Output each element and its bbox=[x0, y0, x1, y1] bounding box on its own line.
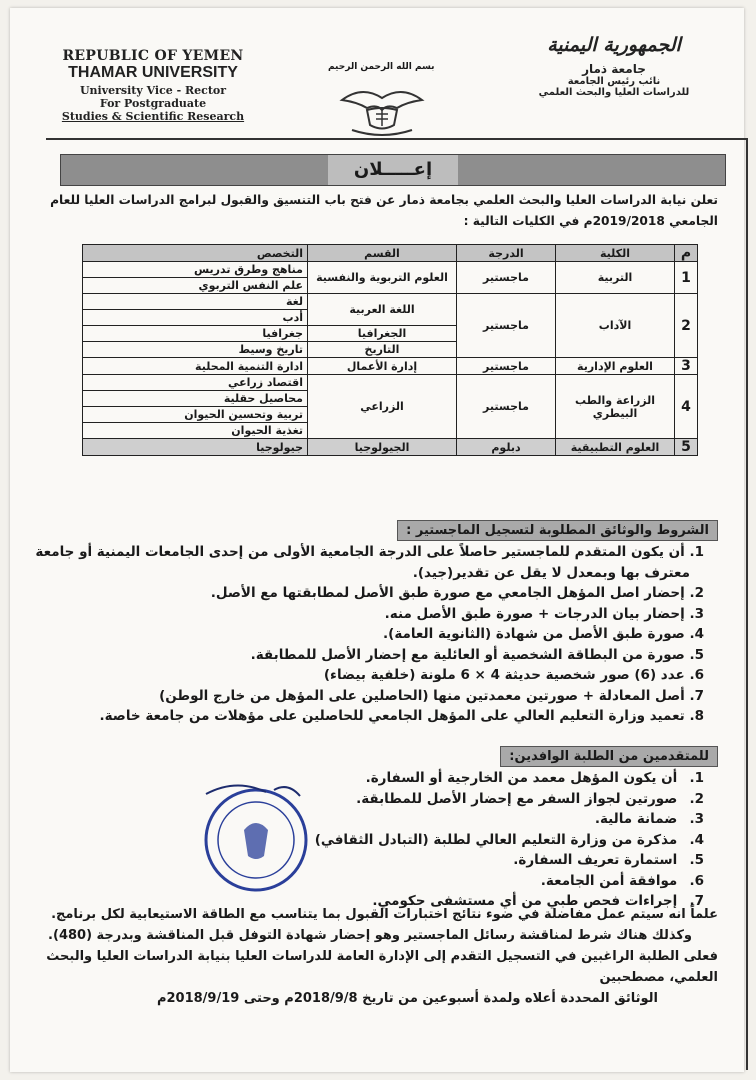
cell-degree: ماجستير bbox=[457, 294, 556, 358]
en-office: University Vice - Rector bbox=[79, 84, 227, 97]
cell-num: 1 bbox=[675, 262, 698, 294]
masters-requirements-list bbox=[35, 542, 704, 727]
table-row bbox=[83, 294, 698, 310]
expat-section-heading: للمتقدمين من الطلبة الوافدين: bbox=[500, 746, 718, 767]
cell-degree: ماجستير bbox=[457, 358, 556, 375]
list-item: 6. عدد (6) صور شخصية حديثة 4 × 6 ملونة (خلفية بيضاء) bbox=[323, 667, 704, 683]
cell-specialization: تغذية الحيوان bbox=[83, 423, 308, 439]
cell-specialization: جيولوجيا bbox=[83, 439, 308, 456]
announcement-title-bar bbox=[60, 154, 726, 186]
expat-requirements-list bbox=[284, 768, 704, 912]
en-office-3: Studies & Scientific Research bbox=[61, 110, 245, 123]
closing-line: علماً انه سيتم عمل مفاضلة في ضوء نتائج اختبارات القبول بما يتناسب مع الطاقة الاستيعابية لكل برنامج. bbox=[51, 907, 718, 922]
list-item-text: مذكرة من وزارة التعليم العالي لطلبة (التبادل الثقافي) bbox=[314, 831, 678, 848]
ar-university: جامعة ذمار bbox=[582, 62, 646, 76]
cell-num: 2 bbox=[675, 294, 698, 358]
closing-paragraph bbox=[18, 904, 718, 1009]
cell-specialization: محاصيل حقلية bbox=[83, 391, 308, 407]
english-letterhead bbox=[48, 48, 258, 123]
cell-num: 5 bbox=[675, 439, 698, 456]
yemen-eagle-emblem-icon bbox=[332, 80, 432, 140]
cell-college: العلوم الإدارية bbox=[556, 358, 675, 375]
intro-paragraph: تعلن نيابة الدراسات العليا والبحث العلمي بجامعة ذمار عن فتح باب التنسيق والقبول لبرامج الدراسات العليا للعام الجامعي 2019/2018م في الكليات التالية : bbox=[50, 193, 718, 228]
ar-office: نائب رئيس الجامعة bbox=[567, 76, 661, 87]
basmala: بسم الله الرحمن الرحيم bbox=[328, 62, 435, 72]
cell-degree: ماجستير bbox=[457, 375, 556, 439]
closing-line: الوثائق المحددة أعلاه ولمدة أسبوعين من تاريخ 2018/9/8م وحتى 2018/9/19م bbox=[156, 991, 658, 1006]
list-item bbox=[284, 809, 704, 830]
list-item: 3. إحضار بيان الدرجات + صورة طبق الأصل منه. bbox=[384, 605, 704, 622]
header-college: الكلية bbox=[556, 245, 675, 262]
list-item bbox=[284, 768, 704, 789]
list-item-text: صورتين لجواز السفر مع إحضار الأصل للمطابقة. bbox=[356, 790, 678, 807]
list-item bbox=[284, 830, 704, 851]
list-item bbox=[284, 789, 704, 810]
list-item-number: 3. bbox=[689, 811, 704, 827]
list-item-text: موافقة أمن الجامعة. bbox=[540, 872, 678, 889]
masters-section-heading: الشروط والوثائق المطلوبة لتسجيل الماجستير : bbox=[397, 520, 718, 541]
cell-department: الزراعي bbox=[308, 375, 457, 439]
cell-department: العلوم التربوية والنفسية bbox=[308, 262, 457, 294]
cell-specialization: تربية وتحسين الحيوان bbox=[83, 407, 308, 423]
table-row bbox=[83, 262, 698, 278]
colleges-table bbox=[82, 244, 698, 456]
announcement-title: إعـــــلان bbox=[328, 155, 458, 185]
cell-department: التاريخ bbox=[308, 342, 457, 358]
cell-department: الجغرافيا bbox=[308, 326, 457, 342]
cell-specialization: جغرافيا bbox=[83, 326, 308, 342]
cell-college: الزراعة والطب البيطري bbox=[556, 375, 675, 439]
list-item-number: 2. bbox=[689, 790, 704, 807]
header-degree: الدرجة bbox=[457, 245, 556, 262]
cell-college: التربية bbox=[556, 262, 675, 294]
en-country: REPUBLIC OF YEMEN bbox=[62, 48, 244, 64]
cell-department: إدارة الأعمال bbox=[308, 358, 457, 375]
en-office-2: For Postgraduate bbox=[99, 97, 207, 110]
list-item-number: 4. bbox=[689, 831, 704, 848]
list-item: 4. صورة طبق الأصل من شهادة (الثانوية العامة). bbox=[383, 626, 704, 642]
header-department: القسم bbox=[308, 245, 457, 262]
list-item-number: 6. bbox=[689, 872, 704, 889]
cell-specialization: علم النفس التربوي bbox=[83, 278, 308, 294]
header-num: م bbox=[675, 245, 698, 262]
table-row bbox=[83, 375, 698, 391]
list-item-text: إجراءات فحص طبي من أي مستشفى حكومي. bbox=[372, 893, 678, 909]
list-item: 8. تعميد وزارة التعليم العالي على المؤهل الجامعي للحاصلين على مؤهلات من جامعة خاصة. bbox=[99, 708, 704, 724]
closing-line: فعلى الطلبة الراغبين في التسجيل التقدم إلى الإدارة العامة للدراسات العليا بنيابة الدراسات العليا والبحث العلمي، مصطحبين bbox=[46, 949, 718, 985]
cell-num: 3 bbox=[675, 358, 698, 375]
cell-degree: ماجستير bbox=[457, 262, 556, 294]
list-item-text: ضمانة مالية. bbox=[594, 811, 678, 827]
list-item-number: 5. bbox=[689, 852, 704, 868]
cell-college: الآداب bbox=[556, 294, 675, 358]
cell-specialization: لغة bbox=[83, 294, 308, 310]
list-item-number: 1. bbox=[689, 770, 704, 786]
list-item: 1. أن يكون المتقدم للماجستير حاصلاً على الدرجة الجامعية الأولى من إحدى الجامعات اليمنية أو جامعة bbox=[35, 544, 704, 560]
document-page bbox=[10, 8, 744, 1072]
cell-college: العلوم التطبيقية bbox=[556, 439, 675, 456]
list-item-text: استمارة تعريف السفارة. bbox=[513, 852, 678, 868]
list-item-text: أن يكون المؤهل معمد من الخارجية أو السفارة. bbox=[365, 770, 678, 786]
closing-line: وكذلك هناك شرط لمناقشة رسائل الماجستير وهو إحضار شهادة التوفل قبل المناقشة وبدرجة (480). bbox=[48, 928, 692, 943]
list-item: معترف بها وبمعدل لا يقل عن تقدير(جيد). bbox=[412, 564, 690, 581]
arabic-letterhead bbox=[514, 34, 714, 98]
header-specialization: التخصص bbox=[83, 245, 308, 262]
cell-specialization: تاريخ وسيط bbox=[83, 342, 308, 358]
cell-specialization: اقتصاد زراعي bbox=[83, 375, 308, 391]
cell-department: اللغة العربية bbox=[308, 294, 457, 326]
ar-office-2: للدراسات العليا والبحث العلمي bbox=[538, 87, 690, 98]
university-stamp-icon bbox=[196, 778, 316, 898]
list-item: 5. صورة من البطاقة الشخصية أو العائلية مع إحضار الأصل للمطابقة. bbox=[250, 646, 704, 663]
cell-department: الجيولوجيا bbox=[308, 439, 457, 456]
cell-specialization: أدب bbox=[83, 310, 308, 326]
list-item bbox=[284, 850, 704, 871]
list-item: 2. إحضار اصل المؤهل الجامعي مع صورة طبق الأصل لمطابقتها مع الأصل. bbox=[210, 585, 704, 601]
table-row bbox=[83, 439, 698, 456]
list-item bbox=[284, 871, 704, 892]
en-university: THAMAR UNIVERSITY bbox=[68, 64, 238, 81]
cell-degree: دبلوم bbox=[457, 439, 556, 456]
ar-country: الجمهورية اليمنية bbox=[547, 34, 681, 56]
list-item-number: 7. bbox=[689, 893, 704, 909]
table-row bbox=[83, 358, 698, 375]
cell-specialization: مناهج وطرق تدريس bbox=[83, 262, 308, 278]
cell-specialization: ادارة التنمية المحلية bbox=[83, 358, 308, 375]
list-item: 7. أصل المعادلة + صورتين معمدتين منها (الحاصلين على المؤهل من خارج الوطن) bbox=[159, 687, 704, 704]
table-header-row bbox=[83, 245, 698, 262]
cell-num: 4 bbox=[675, 375, 698, 439]
